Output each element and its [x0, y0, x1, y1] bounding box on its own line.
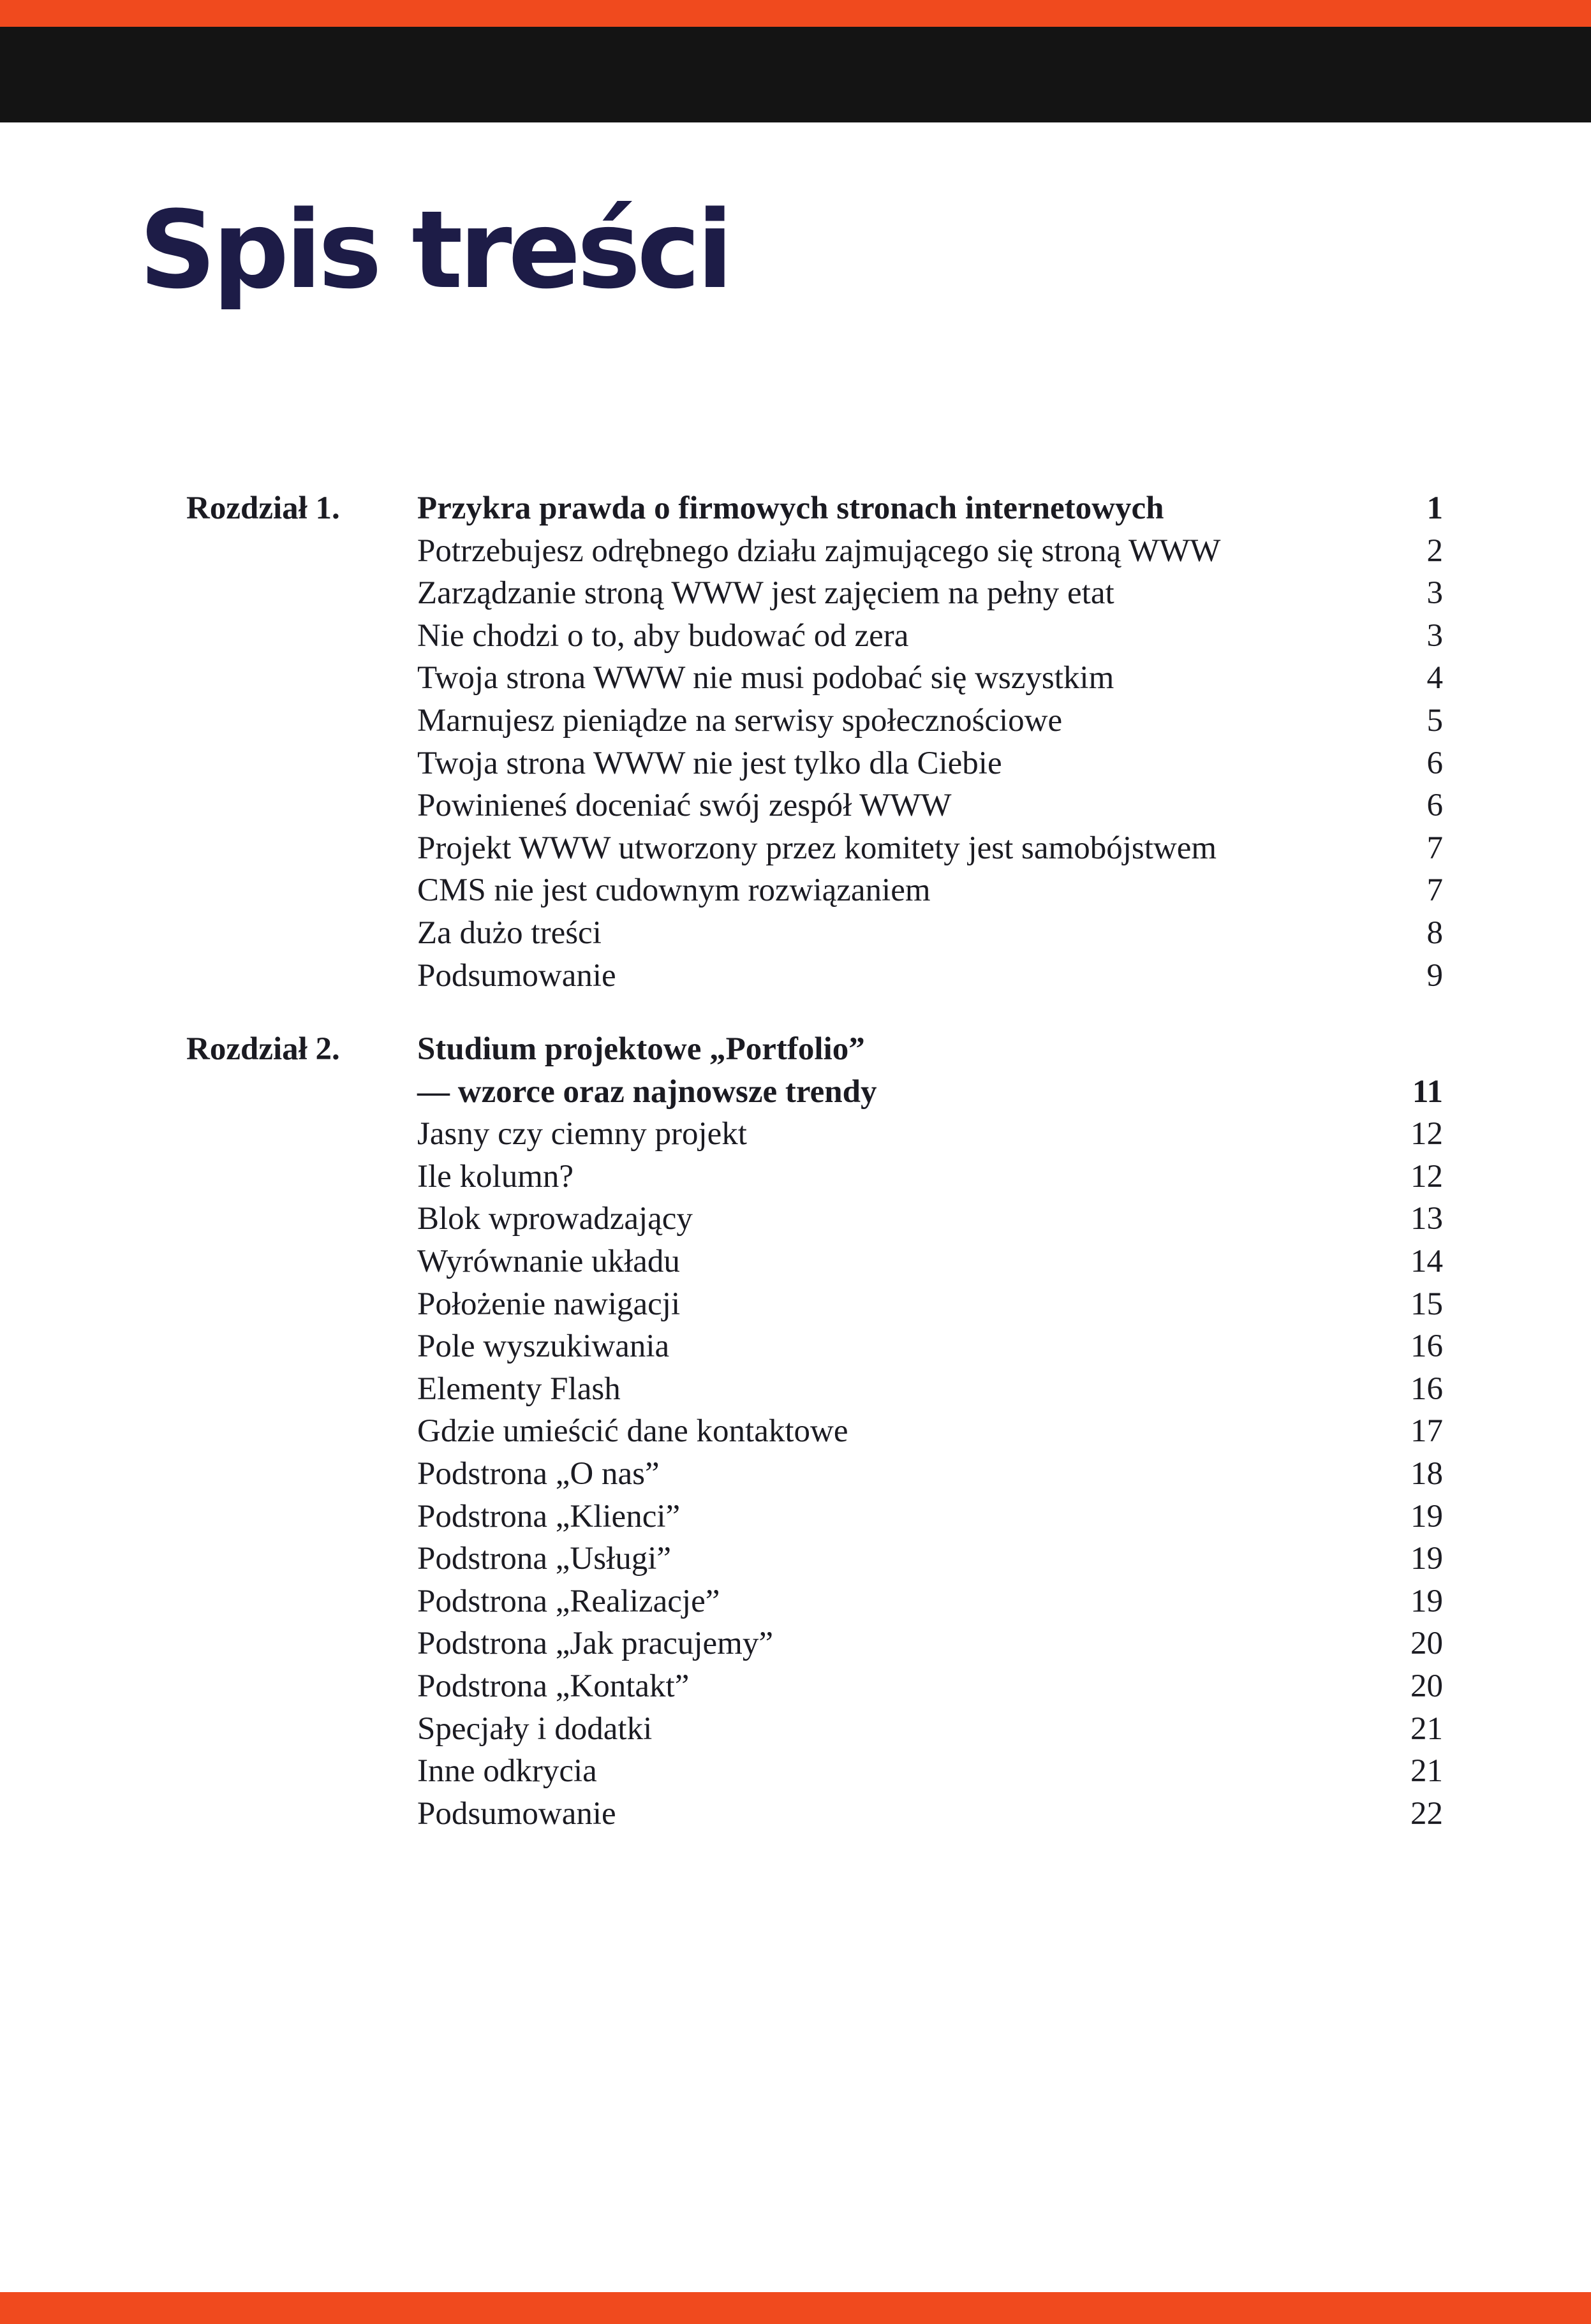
toc-entry: [186, 955, 1443, 997]
toc-entry: [186, 742, 1443, 785]
toc-chapter-heading-row: [186, 1071, 1443, 1114]
toc-entry-page: 7: [1426, 830, 1443, 866]
toc-entry-title: Za dużo treści: [417, 915, 602, 951]
toc-entry: [186, 784, 1443, 827]
toc-entry-page: 12: [1410, 1158, 1443, 1195]
toc-entry: [186, 1368, 1443, 1411]
toc-entry: [186, 912, 1443, 955]
toc-entry-title: Podstrona „O nas”: [417, 1455, 660, 1492]
toc-entry-page: 6: [1426, 788, 1443, 824]
toc-entry-title: Podsumowanie: [417, 1795, 616, 1832]
toc-entry-page: 4: [1426, 660, 1443, 696]
toc-entry: [186, 1538, 1443, 1580]
toc-entry-page: 18: [1410, 1455, 1443, 1492]
toc-entry-title: Wyrównanie układu: [417, 1243, 680, 1279]
toc-entry-page: 19: [1410, 1583, 1443, 1619]
toc-entry-page: 6: [1426, 745, 1443, 781]
chapter-page-number: 11: [1412, 1073, 1443, 1110]
chapter-page-number: 1: [1426, 490, 1443, 526]
chapter-label: Rozdział 2.: [186, 1031, 340, 1067]
toc-entry-page: 15: [1410, 1286, 1443, 1322]
chapter-title-continued: — wzorce oraz najnowsze trendy: [417, 1073, 877, 1110]
toc-entry: [186, 1580, 1443, 1623]
toc-entry: [186, 530, 1443, 573]
toc-entry-title: Specjały i dodatki: [417, 1710, 653, 1747]
toc-entry: [186, 1453, 1443, 1496]
toc-entry-page: 8: [1426, 915, 1443, 951]
toc-entry: [186, 1283, 1443, 1326]
top-accent-bar: [0, 0, 1591, 27]
toc-entry: [186, 1665, 1443, 1708]
toc-entry-title: Blok wprowadzający: [417, 1201, 693, 1237]
toc-entry-page: 7: [1426, 872, 1443, 909]
toc-entry-title: Gdzie umieścić dane kontaktowe: [417, 1413, 848, 1450]
toc-entry: [186, 700, 1443, 742]
toc-entry-page: 13: [1410, 1201, 1443, 1237]
toc-entry-page: 3: [1426, 617, 1443, 654]
toc-chapter-heading-row: [186, 487, 1443, 530]
toc-entry: [186, 615, 1443, 658]
toc-entry-title: Podstrona „Realizacje”: [417, 1583, 720, 1619]
toc-chapter-heading-row: [186, 1028, 1443, 1071]
toc-entry: [186, 1113, 1443, 1156]
toc-chapter-2: [186, 1028, 1443, 1835]
toc-entry-page: 20: [1410, 1668, 1443, 1704]
toc-entry-title: Potrzebujesz odrębnego działu zajmującego się stroną WWW: [417, 533, 1221, 569]
toc-entry: [186, 1708, 1443, 1751]
toc-entry-title: Projekt WWW utworzony przez komitety jest samobójstwem: [417, 830, 1217, 866]
toc-entry-title: Położenie nawigacji: [417, 1286, 681, 1322]
toc-entry: [186, 869, 1443, 912]
toc-entry-page: 12: [1410, 1116, 1443, 1152]
toc-entry-page: 16: [1410, 1371, 1443, 1407]
toc-entry-page: 21: [1410, 1753, 1443, 1790]
toc-entry: [186, 1410, 1443, 1453]
toc-entry-title: Podstrona „Jak pracujemy”: [417, 1626, 773, 1662]
toc-entry-page: 20: [1410, 1626, 1443, 1662]
toc-entry: [186, 1750, 1443, 1793]
toc-entry-page: 9: [1426, 957, 1443, 994]
toc-entry-title: Twoja strona WWW nie jest tylko dla Ciebie: [417, 745, 1002, 781]
toc-entry-title: CMS nie jest cudownym rozwiązaniem: [417, 872, 931, 909]
toc-entry-page: 21: [1410, 1710, 1443, 1747]
toc-entry: [186, 1156, 1443, 1198]
toc-entry: [186, 657, 1443, 700]
toc-entry-page: 22: [1410, 1795, 1443, 1832]
toc-entry-page: 16: [1410, 1328, 1443, 1365]
chapter-title: Studium projektowe „Portfolio”: [417, 1031, 865, 1067]
toc-entry-title: Nie chodzi o to, aby budować od zera: [417, 617, 909, 654]
toc-entry: [186, 572, 1443, 615]
toc-entry: [186, 1622, 1443, 1665]
toc-entry-page: 2: [1426, 533, 1443, 569]
bottom-accent-bar: [0, 2292, 1591, 2324]
toc-entry-title: Podstrona „Klienci”: [417, 1498, 681, 1534]
toc-entry-title: Pole wyszukiwania: [417, 1328, 670, 1365]
toc-entry-page: 3: [1426, 575, 1443, 612]
toc-entry: [186, 1325, 1443, 1368]
toc-chapter-1: [186, 487, 1443, 997]
toc-entry-page: 5: [1426, 702, 1443, 739]
toc-entry-title: Podstrona „Kontakt”: [417, 1668, 690, 1704]
toc-entry: [186, 1240, 1443, 1283]
toc-entry: [186, 1198, 1443, 1240]
toc-entry-title: Inne odkrycia: [417, 1753, 597, 1790]
toc-entry-page: 19: [1410, 1498, 1443, 1534]
toc-entry-page: 14: [1410, 1243, 1443, 1279]
page-title: Spis treści: [139, 188, 730, 313]
toc-entry-page: 17: [1410, 1413, 1443, 1450]
top-header-band: [0, 27, 1591, 122]
toc-entry-title: Zarządzanie stroną WWW jest zajęciem na pełny etat: [417, 575, 1114, 612]
chapter-label: Rozdział 1.: [186, 490, 340, 526]
toc-entry-page: 19: [1410, 1541, 1443, 1577]
toc-entry-title: Marnujesz pieniądze na serwisy społecznościowe: [417, 702, 1063, 739]
toc-entry-title: Elementy Flash: [417, 1371, 621, 1407]
toc-entry-title: Ile kolumn?: [417, 1158, 574, 1195]
chapter-title: Przykra prawda o firmowych stronach internetowych: [417, 490, 1164, 526]
toc-entry: [186, 827, 1443, 870]
toc-entry-title: Jasny czy ciemny projekt: [417, 1116, 747, 1152]
toc-entry-title: Twoja strona WWW nie musi podobać się wszystkim: [417, 660, 1114, 696]
toc-entry: [186, 1496, 1443, 1538]
toc-entry: [186, 1793, 1443, 1835]
toc-entry-title: Podsumowanie: [417, 957, 616, 994]
toc-entry-title: Podstrona „Usługi”: [417, 1541, 672, 1577]
toc-entry-title: Powinieneś doceniać swój zespół WWW: [417, 788, 952, 824]
